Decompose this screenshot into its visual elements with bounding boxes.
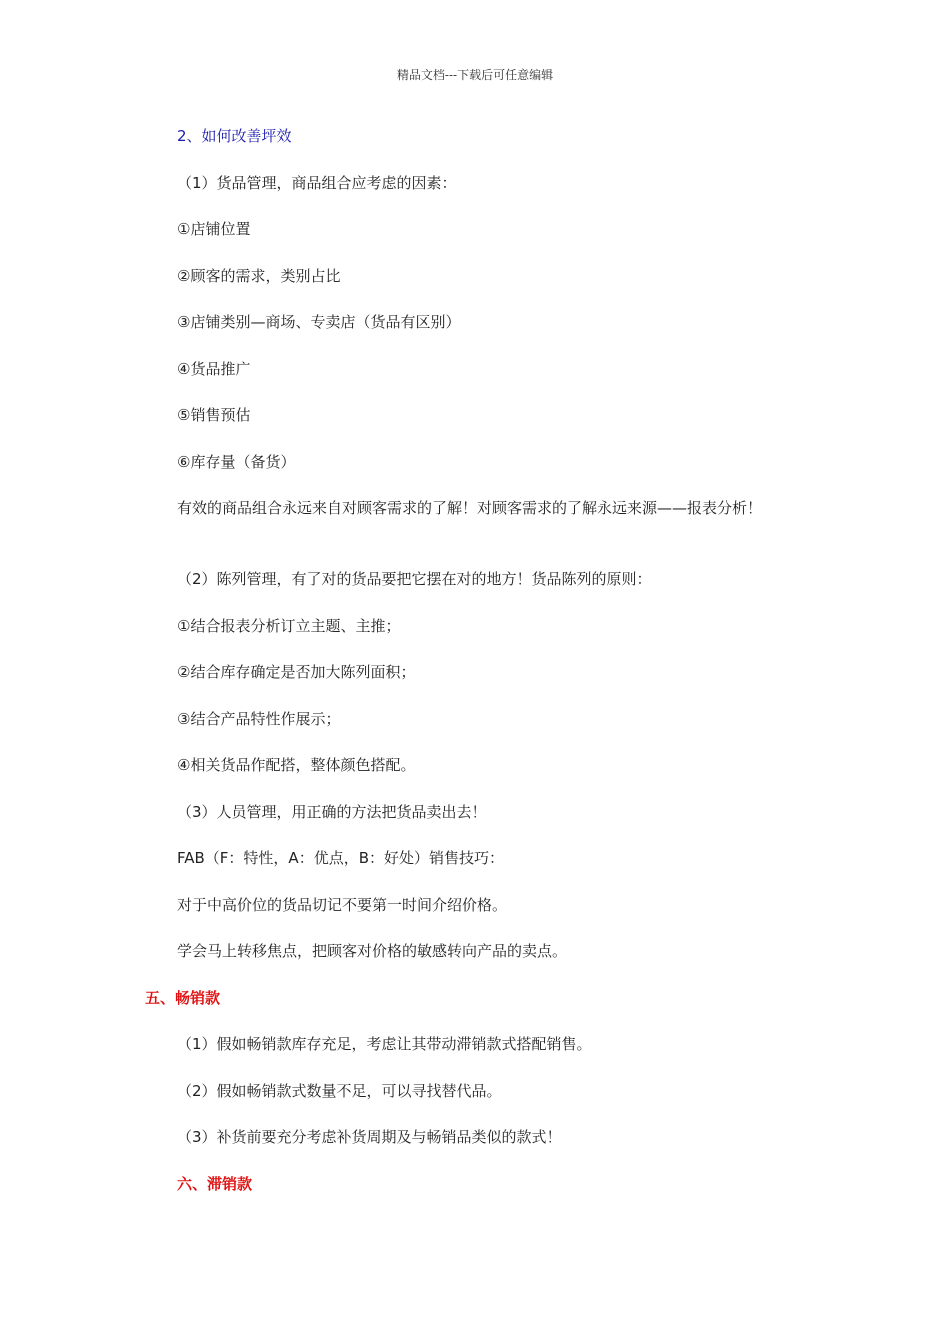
list-item: ⑤销售预估	[177, 406, 251, 424]
text-line: （3）补货前要充分考虑补货周期及与畅销品类似的款式！	[177, 1128, 562, 1146]
text-line: FAB（F：特性，A：优点，B：好处）销售技巧：	[177, 849, 504, 867]
list-item: ⑥库存量（备货）	[177, 453, 296, 471]
page-header: 精品文档---下载后可任意编辑	[396, 68, 554, 82]
list-item: ③店铺类别—商场、专卖店（货品有区别）	[177, 313, 461, 331]
list-item: ②结合库存确定是否加大陈列面积；	[177, 663, 416, 681]
list-item: ④货品推广	[177, 360, 251, 378]
list-item: ③结合产品特性作展示；	[177, 710, 341, 728]
list-item: ①结合报表分析订立主题、主推；	[177, 617, 401, 635]
text-line: （3）人员管理，用正确的方法把货品卖出去！	[177, 803, 487, 821]
text-line: （1）货品管理，商品组合应考虑的因素：	[177, 174, 457, 192]
paragraph: 有效的商品组合永远来自对顾客需求的了解！对顾客需求的了解永远来源——报表分析！	[177, 499, 763, 517]
text-line: （1）假如畅销款库存充足，考虑让其带动滞销款式搭配销售。	[177, 1035, 592, 1053]
section-heading-slow-sellers: 六、滞销款	[177, 1175, 253, 1193]
text-line: （2）陈列管理，有了对的货品要把它摆在对的地方！货品陈列的原则：	[177, 570, 652, 588]
section-heading-improve-efficiency: 2、如何改善坪效	[177, 127, 292, 145]
list-item: ②顾客的需求，类别占比	[177, 267, 341, 285]
text-line: 对于中高价位的货品切记不要第一时间介绍价格。	[177, 896, 508, 914]
text-line: 学会马上转移焦点，把顾客对价格的敏感转向产品的卖点。	[177, 942, 568, 960]
list-item: ④相关货品作配搭，整体颜色搭配。	[177, 756, 416, 774]
text-line: （2）假如畅销款式数量不足，可以寻找替代品。	[177, 1082, 502, 1100]
list-item: ①店铺位置	[177, 220, 251, 238]
section-heading-bestsellers: 五、畅销款	[145, 989, 221, 1007]
